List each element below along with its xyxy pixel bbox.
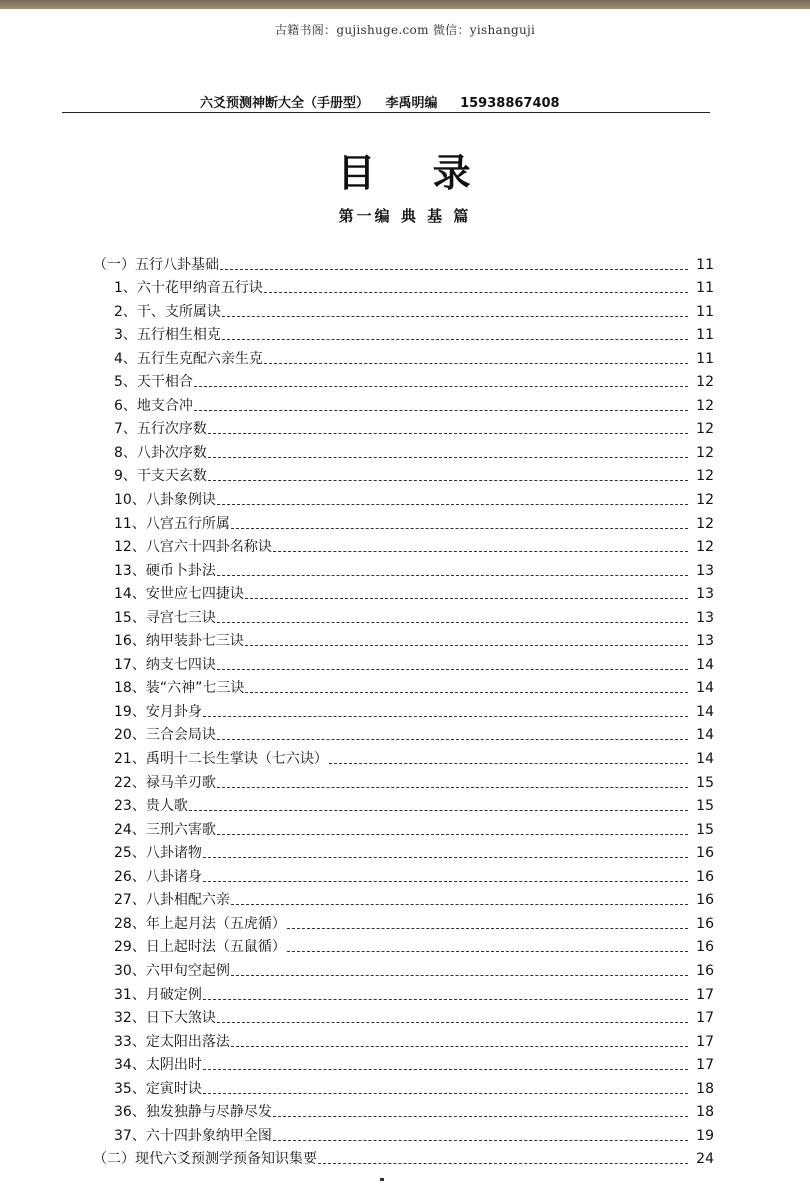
toc-item-text: 六十花甲纳音五行诀 <box>136 280 263 297</box>
toc-item[interactable] <box>0 838 810 862</box>
toc-item-number: 35、 <box>114 1080 146 1097</box>
toc-item[interactable] <box>0 437 810 461</box>
toc-page-number: 12 <box>696 374 714 391</box>
toc-item-text: 三合会局诀 <box>145 727 216 744</box>
toc-item[interactable] <box>0 414 810 438</box>
page-footer-mark <box>380 1178 384 1181</box>
toc-page-number: 12 <box>696 515 714 532</box>
toc-page-number: 14 <box>696 656 714 673</box>
toc-page-number: 13 <box>696 633 714 650</box>
toc-item-number: 11、 <box>114 515 146 532</box>
toc-page-number: 16 <box>696 892 714 909</box>
toc-item[interactable] <box>0 767 810 791</box>
toc-item-text: 月破定例 <box>145 986 202 1003</box>
toc-leader <box>194 409 688 411</box>
top-border <box>0 0 810 9</box>
toc-page-number: 11 <box>696 350 714 367</box>
toc-item-text: 八卦诸身 <box>145 868 202 885</box>
toc-leader <box>245 597 688 599</box>
toc-leader <box>273 550 688 552</box>
toc-leader <box>217 738 688 740</box>
toc-item[interactable] <box>0 791 810 815</box>
toc-item-text: 硬币卜卦法 <box>145 562 216 579</box>
toc-item-label <box>114 1034 230 1050</box>
toc-item-label <box>114 280 263 296</box>
toc-item-label <box>114 492 216 508</box>
toc-item-label <box>114 845 202 861</box>
toc-item-text: 八卦相配六亲 <box>145 892 230 909</box>
toc-item-label <box>114 869 202 885</box>
toc-item-number: 14、 <box>114 586 146 603</box>
toc-item[interactable] <box>0 602 810 626</box>
toc-item[interactable] <box>0 720 810 744</box>
toc-leader <box>217 1021 688 1023</box>
toc-item-text: 六甲旬空起例 <box>145 962 230 979</box>
toc-item-label <box>114 1057 202 1073</box>
toc-page-number: 11 <box>696 256 714 273</box>
toc-item-label <box>114 1128 272 1144</box>
toc-leader <box>217 503 688 505</box>
running-header <box>200 92 560 111</box>
toc-item-number: 6、 <box>114 397 137 414</box>
toc-item-label <box>114 633 244 649</box>
toc-page-number: 12 <box>696 444 714 461</box>
toc-item[interactable] <box>0 273 810 297</box>
toc-leader <box>217 833 688 835</box>
toc-item[interactable] <box>0 696 810 720</box>
toc-item-number: 2、 <box>114 303 137 320</box>
toc-leader <box>194 385 688 387</box>
toc-item-label <box>114 304 221 320</box>
toc-item-number: 12、 <box>114 539 146 556</box>
toc-section-2[interactable] <box>0 1144 810 1168</box>
toc-item[interactable] <box>0 673 810 697</box>
toc-leader <box>245 644 688 646</box>
toc-item[interactable] <box>0 1073 810 1097</box>
toc-leader <box>231 527 688 529</box>
table-of-contents <box>0 249 810 1167</box>
toc-item[interactable] <box>0 508 810 532</box>
toc-leader <box>203 856 688 858</box>
toc-leader <box>203 715 688 717</box>
toc-page-number: 12 <box>696 421 714 438</box>
toc-item-label <box>114 563 216 579</box>
toc-item-text: 八卦象例诀 <box>145 492 216 509</box>
toc-leader <box>203 880 688 882</box>
toc-item-label <box>114 327 221 343</box>
site-watermark: 古籍书阁：gujishuge.com 微信：yishanguji <box>274 23 536 37</box>
toc-item[interactable] <box>0 461 810 485</box>
toc-item-label <box>114 445 207 461</box>
toc-item-label <box>114 374 193 390</box>
toc-page-number: 16 <box>696 868 714 885</box>
toc-item-text: 纳支七四诀 <box>145 656 216 673</box>
toc-page-number: 18 <box>696 1080 714 1097</box>
toc-page-number: 17 <box>696 1057 714 1074</box>
toc-item[interactable] <box>0 649 810 673</box>
toc-item[interactable] <box>0 1120 810 1144</box>
toc-page-number: 14 <box>696 751 714 768</box>
toc-item[interactable] <box>0 579 810 603</box>
toc-leader <box>287 950 688 952</box>
toc-item-number: 29、 <box>114 939 146 956</box>
toc-item-text: 定寅时诀 <box>145 1080 202 1097</box>
toc-item[interactable] <box>0 814 810 838</box>
toc-item-label <box>114 539 272 555</box>
toc-item-number: 20、 <box>114 727 146 744</box>
toc-page-number: 17 <box>696 1010 714 1027</box>
toc-item[interactable] <box>0 1003 810 1027</box>
toc-item-text: 日上起时法（五鼠循） <box>145 939 286 956</box>
toc-item-number: 27、 <box>114 892 146 909</box>
toc-item-label <box>114 704 202 720</box>
toc-page-number: 14 <box>696 727 714 744</box>
toc-item-label <box>114 586 244 602</box>
toc-page-number: 12 <box>696 492 714 509</box>
toc-item-number: 21、 <box>114 751 146 768</box>
toc-item-label <box>114 987 202 1003</box>
toc-item-text: 八宫五行所属 <box>145 515 230 532</box>
toc-page-number: 15 <box>696 821 714 838</box>
toc-item[interactable] <box>0 626 810 650</box>
toc-item[interactable] <box>0 532 810 556</box>
toc-leader <box>245 691 688 693</box>
toc-page-number: 15 <box>696 774 714 791</box>
toc-item-text: 太阴出时 <box>145 1057 202 1074</box>
toc-item-number: 24、 <box>114 821 146 838</box>
toc-leader <box>222 315 688 317</box>
toc-item[interactable] <box>0 390 810 414</box>
toc-item-number: 34、 <box>114 1057 146 1074</box>
toc-leader <box>220 268 688 270</box>
toc-item-number: 1、 <box>114 280 137 297</box>
toc-page-number: 19 <box>696 1127 714 1144</box>
toc-item-number: 30、 <box>114 962 146 979</box>
toc-section-label: （一）五行八卦基础 <box>93 256 219 273</box>
toc-item-label <box>114 775 216 791</box>
toc-item-text: 干支天玄数 <box>136 468 207 485</box>
toc-item-label <box>114 1081 202 1097</box>
toc-item-number: 13、 <box>114 562 146 579</box>
toc-item-text: 寻宫七三诀 <box>145 609 216 626</box>
toc-item-text: 年上起月法（五虎循） <box>145 915 286 932</box>
toc-item[interactable] <box>0 932 810 956</box>
toc-item-text: 日下大煞诀 <box>145 1010 216 1027</box>
toc-item-text: 定太阳出落法 <box>145 1033 230 1050</box>
toc-item-label <box>114 727 216 743</box>
toc-item-text: 地支合冲 <box>136 397 193 414</box>
toc-page-number: 16 <box>696 915 714 932</box>
toc-item[interactable] <box>0 1097 810 1121</box>
toc-item-text: 装“六神”七三诀 <box>145 680 245 697</box>
toc-leader <box>264 362 688 364</box>
toc-page-number: 14 <box>696 703 714 720</box>
toc-item-number: 25、 <box>114 845 146 862</box>
toc-page-number: 17 <box>696 1033 714 1050</box>
toc-item-number: 16、 <box>114 633 146 650</box>
toc-page-number: 16 <box>696 939 714 956</box>
toc-item-label <box>114 963 230 979</box>
toc-item-text: 独发独静与尽静尽发 <box>145 1104 272 1121</box>
toc-leader <box>217 621 688 623</box>
toc-page-number: 11 <box>696 303 714 320</box>
toc-leader <box>231 974 688 976</box>
toc-item-number: 7、 <box>114 421 137 438</box>
toc-page-number: 24 <box>696 1151 714 1168</box>
toc-leader <box>208 432 688 434</box>
toc-item-number: 17、 <box>114 656 146 673</box>
toc-item-label <box>114 892 230 908</box>
toc-section-1[interactable] <box>0 249 810 273</box>
toc-page-number: 16 <box>696 962 714 979</box>
toc-item-text: 贵人歌 <box>145 798 188 815</box>
toc-leader <box>231 903 688 905</box>
toc-page-number: 13 <box>696 609 714 626</box>
toc-page-number: 18 <box>696 1104 714 1121</box>
part-subtitle: 第一编 典 基 篇 <box>338 207 472 225</box>
toc-leader <box>217 574 688 576</box>
toc-item-label <box>114 610 216 626</box>
toc-page-number: 13 <box>696 562 714 579</box>
toc-item[interactable] <box>0 1050 810 1074</box>
toc-item-number: 4、 <box>114 350 137 367</box>
toc-item-text: 五行相生相克 <box>136 327 221 344</box>
toc-leader <box>264 291 688 293</box>
toc-item[interactable] <box>0 908 810 932</box>
toc-item[interactable] <box>0 743 810 767</box>
toc-item[interactable] <box>0 979 810 1003</box>
toc-item-text: 八卦诸物 <box>145 845 202 862</box>
toc-page-number: 14 <box>696 680 714 697</box>
toc-item-number: 10、 <box>114 492 146 509</box>
page-title: 目 录 <box>337 151 493 195</box>
toc-item-label <box>114 939 286 955</box>
toc-item-label <box>114 657 216 673</box>
toc-item-label <box>114 1104 272 1120</box>
toc-leader <box>203 1092 688 1094</box>
toc-item[interactable] <box>0 296 810 320</box>
toc-item-text: 干、支所属诀 <box>136 303 221 320</box>
toc-page-number: 11 <box>696 280 714 297</box>
header-rule <box>62 112 710 113</box>
toc-leader <box>318 1162 688 1164</box>
toc-item-label <box>114 468 207 484</box>
toc-item-label <box>114 351 263 367</box>
toc-leader <box>222 338 688 340</box>
toc-page-number: 11 <box>696 327 714 344</box>
toc-item-text: 三刑六害歌 <box>145 821 216 838</box>
toc-item[interactable] <box>0 484 810 508</box>
toc-page-number: 17 <box>696 986 714 1003</box>
toc-item-number: 23、 <box>114 798 146 815</box>
toc-item-label <box>114 822 216 838</box>
toc-item-label <box>114 398 193 414</box>
toc-item-number: 9、 <box>114 468 137 485</box>
toc-leader <box>273 1139 688 1141</box>
toc-leader <box>203 1068 688 1070</box>
toc-item-label <box>114 916 286 932</box>
toc-item-text: 安世应七四捷诀 <box>145 586 244 603</box>
toc-leader <box>273 1115 688 1117</box>
toc-item-label <box>114 798 188 814</box>
toc-item-label <box>114 680 244 696</box>
toc-item-label <box>114 516 230 532</box>
toc-item-number: 26、 <box>114 868 146 885</box>
toc-item[interactable] <box>0 343 810 367</box>
toc-item-label <box>114 1010 216 1026</box>
toc-item-text: 禄马羊刃歌 <box>145 774 216 791</box>
toc-item[interactable] <box>0 320 810 344</box>
toc-page-number: 12 <box>696 539 714 556</box>
toc-item-text: 安月卦身 <box>145 703 202 720</box>
toc-item-text: 纳甲装卦七三诀 <box>145 633 244 650</box>
toc-leader <box>329 762 688 764</box>
toc-item[interactable] <box>0 555 810 579</box>
toc-item-number: 33、 <box>114 1033 146 1050</box>
toc-item-number: 15、 <box>114 609 146 626</box>
toc-item[interactable] <box>0 885 810 909</box>
toc-item-number: 37、 <box>114 1127 146 1144</box>
toc-leader <box>208 479 688 481</box>
toc-item-label <box>114 751 328 767</box>
toc-item-number: 8、 <box>114 444 137 461</box>
toc-item-text: 天干相合 <box>136 374 193 391</box>
toc-item[interactable] <box>0 367 810 391</box>
toc-item-number: 22、 <box>114 774 146 791</box>
toc-page-number: 13 <box>696 586 714 603</box>
toc-items <box>0 273 810 1144</box>
toc-item-number: 31、 <box>114 986 146 1003</box>
toc-leader <box>217 786 688 788</box>
toc-item-text: 五行生克配六亲生克 <box>136 350 263 367</box>
toc-item-text: 六十四卦象纳甲全图 <box>145 1127 272 1144</box>
book-title: 六爻预测神断大全（手册型） <box>200 96 370 111</box>
toc-section-label: （二）现代六爻预测学预备知识集要 <box>93 1151 317 1168</box>
author: 李禹明编 <box>385 96 438 111</box>
toc-item-number: 28、 <box>114 915 146 932</box>
toc-leader <box>217 668 688 670</box>
toc-item-text: 五行次序数 <box>136 421 207 438</box>
toc-item-number: 36、 <box>114 1104 146 1121</box>
toc-item-number: 3、 <box>114 327 137 344</box>
toc-leader <box>231 1045 688 1047</box>
toc-leader <box>189 809 688 811</box>
toc-page-number: 12 <box>696 468 714 485</box>
toc-item-text: 禹明十二长生掌诀（七六诀） <box>145 751 328 768</box>
toc-leader <box>208 456 688 458</box>
toc-item-text: 八卦次序数 <box>136 444 207 461</box>
toc-leader <box>287 927 688 929</box>
toc-item-number: 5、 <box>114 374 137 391</box>
toc-item[interactable] <box>0 861 810 885</box>
toc-page-number: 12 <box>696 397 714 414</box>
toc-page-number: 16 <box>696 845 714 862</box>
toc-leader <box>203 998 688 1000</box>
toc-item-number: 32、 <box>114 1010 146 1027</box>
toc-item-number: 18、 <box>114 680 146 697</box>
toc-item[interactable] <box>0 955 810 979</box>
toc-item-number: 19、 <box>114 703 146 720</box>
toc-item[interactable] <box>0 1026 810 1050</box>
toc-page-number: 15 <box>696 798 714 815</box>
toc-item-text: 八宫六十四卦名称诀 <box>145 539 272 556</box>
phone-number: 15938867408 <box>460 96 560 111</box>
toc-item-label <box>114 421 207 437</box>
